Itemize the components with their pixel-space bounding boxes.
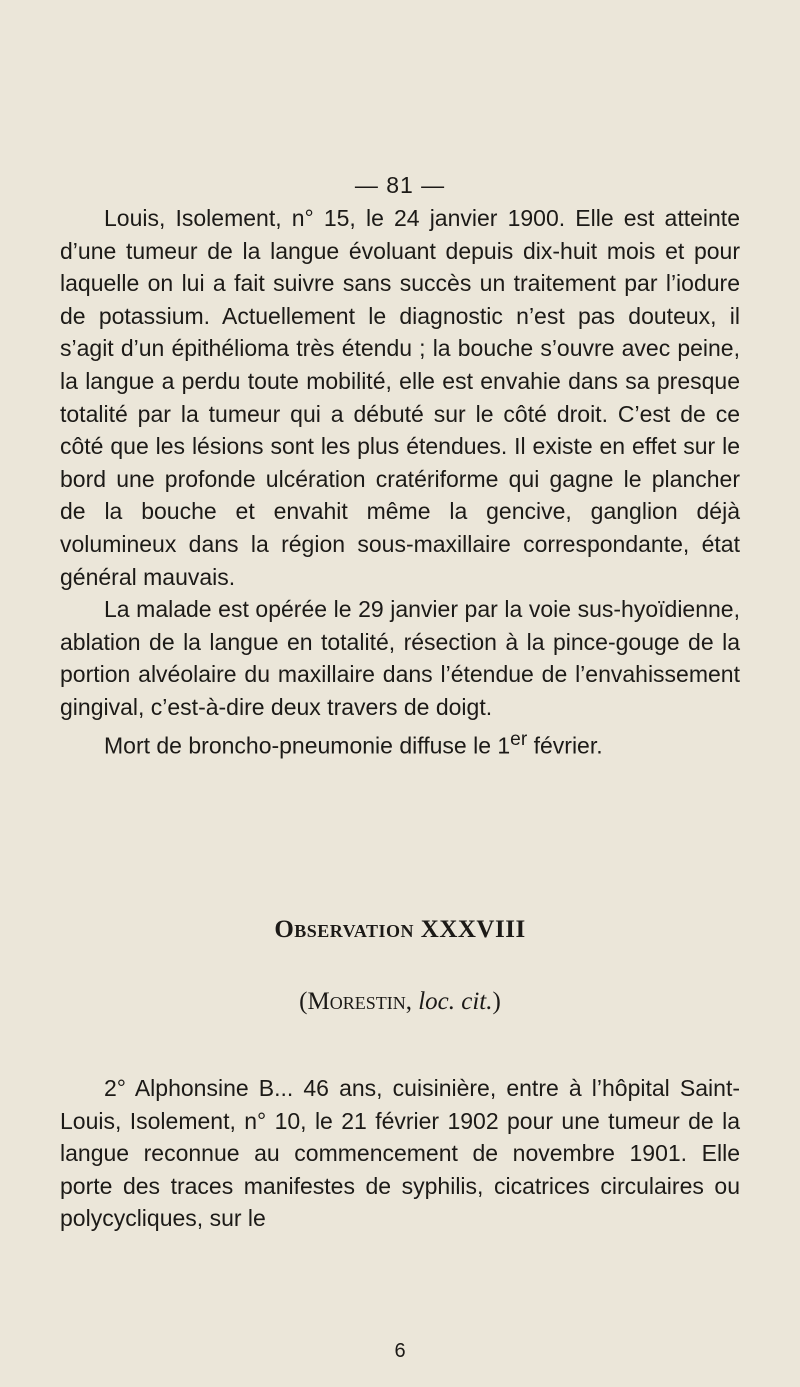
ref-author: Morestin,	[307, 988, 412, 1015]
ref-close: )	[492, 988, 501, 1015]
case-paragraph: Louis, Isolement, n° 15, le 24 janvier 1900. Elle est atteinte d’une tumeur de la langue évoluant depuis dix-huit mois et pour laquelle on lui a fait suivre sans succès un traitement par l’iodure de potassium. Actuellement le diagnostic n’est pas douteux, il s’agit d’un épithélioma très étendu ; la bouche s’ouvre avec peine, la langue a perdu toute mobilité, elle est envahie dans sa presque totalité par la tumeur qui a débuté sur le côté droit. C’est de ce côté que les lésions sont les plus étendues. Il existe en effet sur le bord une profonde ulcération cratériforme qui gagne le plancher de la bouche et envahit même la gencive, ganglion déjà volumineux dans la région sous-maxillaire correspondante, état général mauvais.	[60, 205, 740, 590]
ordinal-superscript: er	[510, 728, 528, 750]
ref-open: (	[299, 988, 308, 1015]
signature-mark: 6	[394, 1340, 406, 1362]
operation-paragraph: La malade est opérée le 29 janvier par la voie sus-hyoïdienne, ablation de la langue en totalité, résection à la pince-gouge de la portion alvéolaire du maxillaire dans l’étendue de l’envahissement gingival, c’est-à-dire deux travers de doigt.	[60, 596, 740, 720]
ref-citation: loc. cit.	[418, 988, 493, 1015]
observation-reference	[0, 988, 800, 1016]
observation-heading: Observation XXXVIII	[274, 916, 526, 943]
observation-text-block	[60, 1072, 740, 1235]
observation-paragraph: 2° Alphonsine B... 46 ans, cuisinière, entre à l’hôpital Saint-Louis, Isolement, n° 10, le 21 février 1902 pour une tumeur de la langue reconnue au commencement de novembre 1901. Elle porte des traces manifestes de syphilis, cicatrices circulaires ou polycycliques, sur le	[60, 1075, 740, 1232]
death-text-end: février.	[527, 732, 603, 759]
death-text: Mort de broncho-pneumonie diffuse le 1	[104, 732, 511, 759]
death-paragraph	[60, 724, 740, 762]
page-number: — 81 —	[354, 172, 446, 198]
case-text-block	[60, 202, 740, 762]
